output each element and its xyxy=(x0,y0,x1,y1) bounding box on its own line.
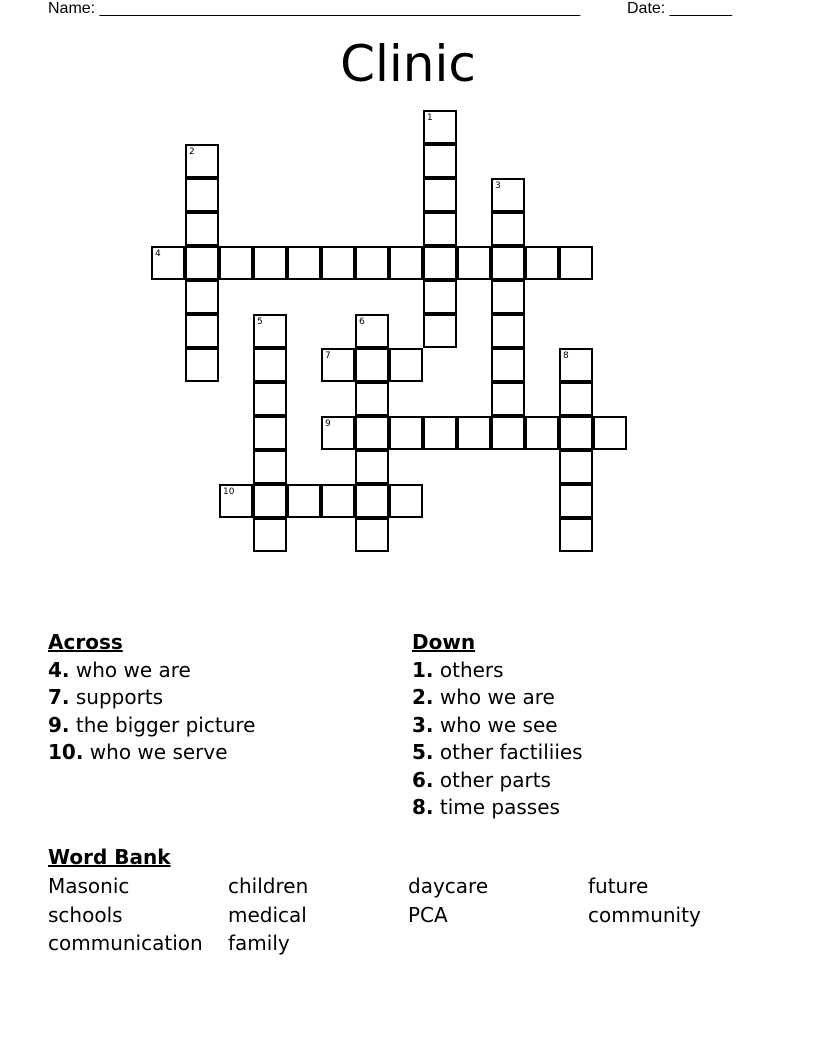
grid-cell xyxy=(355,314,389,348)
grid-cell-number: 2 xyxy=(189,147,195,157)
grid-cell-number: 3 xyxy=(495,181,501,191)
grid-cell xyxy=(355,450,389,484)
grid-cell xyxy=(423,314,457,348)
grid-cell xyxy=(491,348,525,382)
word-bank-item: medical xyxy=(228,902,307,927)
grid-cell xyxy=(423,416,457,450)
grid-cell xyxy=(151,246,185,280)
grid-cell xyxy=(559,484,593,518)
grid-cell xyxy=(185,348,219,382)
clue-item: 6. other parts xyxy=(412,767,551,792)
grid-cell xyxy=(253,348,287,382)
word-bank-item: communication xyxy=(48,931,203,955)
grid-cell xyxy=(389,348,423,382)
page-title: Clinic xyxy=(340,35,476,93)
grid-cell xyxy=(423,110,457,144)
date-field: Date: _______ xyxy=(627,0,732,17)
grid-cell xyxy=(253,484,287,518)
grid-cell xyxy=(253,450,287,484)
name-field: Name: ______________________________________________________ xyxy=(48,0,581,17)
grid-cell xyxy=(491,280,525,314)
grid-cell-number: 5 xyxy=(257,317,263,327)
grid-cell xyxy=(321,348,355,382)
grid-cell xyxy=(559,416,593,450)
grid-cell xyxy=(593,416,627,450)
clue-item: 5. other factiliies xyxy=(412,740,583,764)
clue-item: 8. time passes xyxy=(412,795,560,819)
grid-cell xyxy=(185,280,219,314)
grid-cell-number: 10 xyxy=(223,487,235,497)
grid-cell-number: 8 xyxy=(563,351,569,361)
word-bank-item: Masonic xyxy=(48,874,130,898)
word-bank xyxy=(48,872,768,958)
grid-cell xyxy=(423,212,457,246)
grid-cell xyxy=(423,144,457,178)
grid-cell xyxy=(321,484,355,518)
grid-cell-number: 6 xyxy=(359,317,365,327)
clue-item: 10. who we serve xyxy=(48,740,228,764)
grid-cell xyxy=(185,314,219,348)
grid-cell xyxy=(491,212,525,246)
grid-cell xyxy=(559,450,593,484)
grid-cell xyxy=(185,246,219,280)
down-clues xyxy=(412,629,583,822)
across-heading: Across xyxy=(48,630,123,654)
grid-cell xyxy=(321,416,355,450)
grid-cell xyxy=(559,348,593,382)
grid-cell xyxy=(185,144,219,178)
grid-cell xyxy=(253,246,287,280)
word-bank-heading: Word Bank xyxy=(48,845,171,869)
grid-cell xyxy=(355,348,389,382)
grid-cell xyxy=(355,416,389,450)
clue-item: 3. who we see xyxy=(412,712,558,737)
grid-cell-number: 9 xyxy=(325,419,331,429)
grid-cell-number: 4 xyxy=(155,249,161,259)
grid-cell xyxy=(219,246,253,280)
grid-cell xyxy=(287,246,321,280)
grid-cell xyxy=(355,484,389,518)
grid-cell xyxy=(253,382,287,416)
clue-item: 2. who we are xyxy=(412,685,555,709)
clue-item: 1. others xyxy=(412,657,504,682)
word-bank-item: community xyxy=(588,902,701,927)
clue-item: 4. who we are xyxy=(48,657,191,682)
grid-cell xyxy=(525,246,559,280)
grid-cell-number: 1 xyxy=(427,113,433,123)
grid-cell xyxy=(355,246,389,280)
grid-cell xyxy=(559,518,593,552)
down-heading: Down xyxy=(412,630,476,654)
grid-cell xyxy=(253,518,287,552)
grid-cell xyxy=(423,246,457,280)
grid-cell xyxy=(491,246,525,280)
grid-cell xyxy=(491,416,525,450)
word-bank-item: schools xyxy=(48,902,123,927)
clue-item: 9. the bigger picture xyxy=(48,712,256,737)
grid-cell xyxy=(525,416,559,450)
grid-cell xyxy=(457,416,491,450)
grid-cell xyxy=(185,178,219,212)
grid-cell xyxy=(253,416,287,450)
grid-cell xyxy=(389,484,423,518)
grid-cell xyxy=(219,484,253,518)
clue-item: 7. supports xyxy=(48,685,164,709)
word-bank-item: PCA xyxy=(408,902,448,927)
word-bank-item: children xyxy=(228,874,309,898)
grid-cell xyxy=(287,484,321,518)
grid-cell xyxy=(423,178,457,212)
grid-cell xyxy=(185,212,219,246)
word-bank-item: daycare xyxy=(408,874,489,898)
grid-cell xyxy=(423,280,457,314)
grid-cell xyxy=(321,246,355,280)
grid-cell xyxy=(389,416,423,450)
grid-cell xyxy=(355,382,389,416)
grid-cell xyxy=(389,246,423,280)
word-bank-item: family xyxy=(228,931,290,955)
grid-cell xyxy=(559,246,593,280)
grid-cell xyxy=(457,246,491,280)
grid-cell xyxy=(491,178,525,212)
grid-cell xyxy=(253,314,287,348)
grid-cell xyxy=(491,314,525,348)
word-bank-item: future xyxy=(588,874,649,898)
across-clues xyxy=(48,629,255,767)
grid-cell-number: 7 xyxy=(325,351,331,361)
grid-cell xyxy=(355,518,389,552)
grid-cell xyxy=(491,382,525,416)
grid-cell xyxy=(559,382,593,416)
